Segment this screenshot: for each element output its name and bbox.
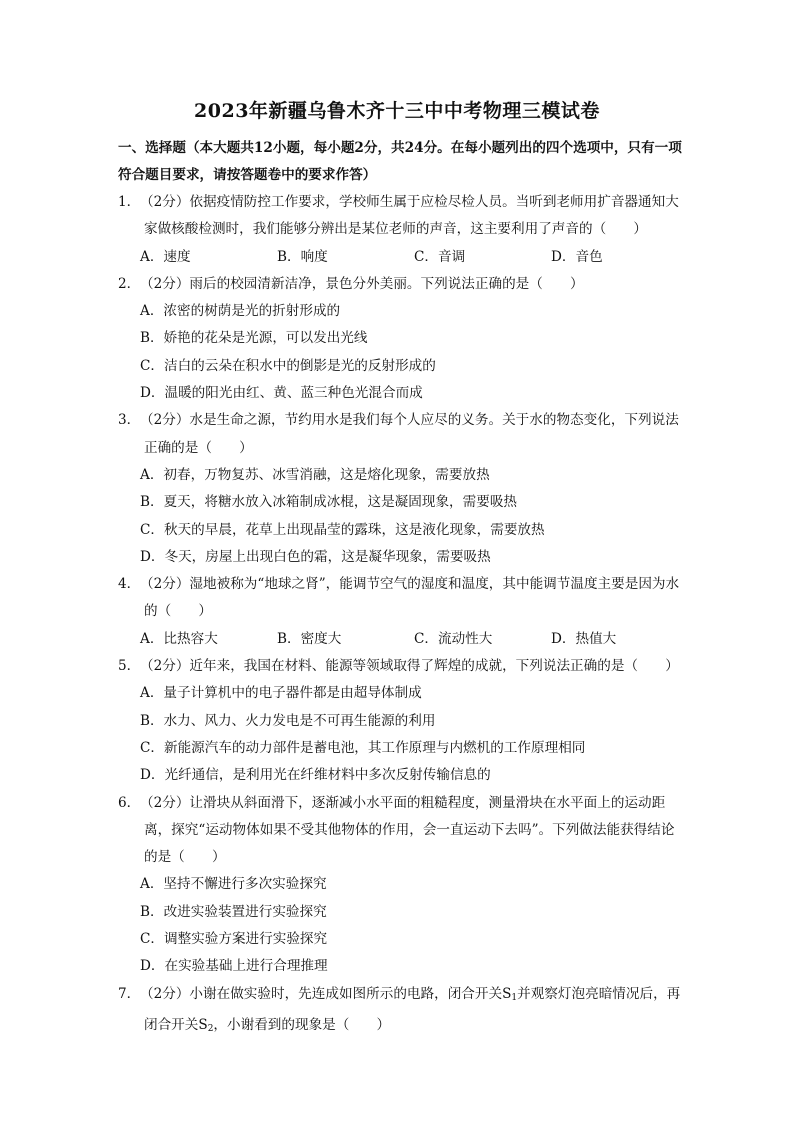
- question-3-text: （2分）水是生命之源，节约用水是我们每个人应尽的义务。关于水的物态变化，下列说法正确的是（ ）: [140, 412, 679, 456]
- question-6-stem: [118, 790, 688, 872]
- question-list: [118, 189, 688, 1043]
- question-1: [118, 189, 688, 271]
- option-d[interactable]: D．在实验基础上进行合理推理: [140, 958, 328, 975]
- question-7-text-a: （2分）小谢在做实验时，先连成如图所示的电路，闭合开关S: [140, 985, 512, 1002]
- option-c[interactable]: C．新能源汽车的动力部件是蓄电池，其工作原理与内燃机的工作原理相同: [140, 739, 586, 756]
- question-7-stem: [118, 981, 688, 1044]
- question-number: 3．: [118, 412, 141, 429]
- question-number: 5．: [118, 658, 141, 675]
- option-d[interactable]: D．温暖的阳光由红、黄、蓝三种色光混合而成: [140, 385, 423, 402]
- question-7: [118, 981, 688, 1044]
- option-b[interactable]: B．密度大: [277, 630, 342, 647]
- option-c[interactable]: C．音调: [414, 248, 466, 265]
- exam-title: 2023年新疆乌鲁木齐十三中中考物理三模试卷: [194, 100, 600, 122]
- option-d[interactable]: D．冬天，房屋上出现白色的霜，这是凝华现象，需要吸热: [140, 548, 491, 565]
- option-c[interactable]: C．洁白的云朵在积水中的倒影是光的反射形成的: [140, 357, 436, 374]
- question-4-options: [118, 626, 688, 653]
- question-3: [118, 407, 688, 571]
- option-a[interactable]: A．坚持不懈进行多次实验探究: [140, 876, 327, 893]
- option-d[interactable]: D．光纤通信，是利用光在纤维材料中多次反射传输信息的: [140, 767, 491, 784]
- option-a[interactable]: A．速度: [140, 248, 191, 265]
- option-c[interactable]: C．调整实验方案进行实验探究: [140, 931, 328, 948]
- subscript: 1: [511, 992, 518, 1003]
- question-2-text: （2分）雨后的校园清新洁净，景色分外美丽。下列说法正确的是（ ）: [140, 275, 584, 292]
- question-5: [118, 653, 688, 789]
- question-4-stem: [118, 571, 688, 626]
- question-number: 2．: [118, 275, 141, 292]
- question-5-stem: [118, 653, 688, 680]
- question-7-text-b: 并观察灯泡亮暗情况后，再闭合开关S: [144, 985, 681, 1033]
- option-c[interactable]: C．流动性大: [414, 630, 493, 647]
- question-1-stem: [118, 189, 688, 244]
- question-number: 6．: [118, 794, 141, 811]
- question-1-text: （2分）依据疫情防控工作要求，学校师生属于应检尽检人员。当听到老师用扩音器通知大家做核酸检测时，我们能够分辨出是某位老师的声音，这主要利用了声音的（ ）: [140, 194, 679, 238]
- question-2-stem: [118, 271, 688, 298]
- section-heading: 一、选择题（本大题共12小题，每小题2分，共24分。在每小题列出的四个选项中，只有一项符合题目要求，请按答题卷中的要求作答）: [118, 140, 682, 183]
- question-4-text: （2分）湿地被称为“地球之肾”，能调节空气的湿度和温度，其中能调节温度主要是因为水的（ ）: [140, 576, 680, 620]
- option-a[interactable]: A．量子计算机中的电子器件都是由超导体制成: [140, 685, 422, 702]
- question-number: 7．: [118, 985, 141, 1002]
- option-a[interactable]: A．比热容大: [140, 630, 218, 647]
- option-b[interactable]: B．改进实验装置进行实验探究: [140, 903, 327, 920]
- option-d[interactable]: D．热值大: [551, 630, 617, 647]
- question-1-options: [118, 244, 688, 271]
- question-3-stem: [118, 407, 688, 462]
- option-a[interactable]: A．浓密的树荫是光的折射形成的: [140, 303, 341, 320]
- question-6: [118, 790, 688, 981]
- question-5-text: （2分）近年来，我国在材料、能源等领域取得了辉煌的成就，下列说法正确的是（ ）: [140, 658, 679, 675]
- question-6-text: （2分）让滑块从斜面滑下，逐渐减小水平面的粗糙程度，测量滑块在水平面上的运动距离，探究“运动物体如果不受其他物体的作用，会一直运动下去吗”。下列做法能获得结论的是（ ）: [140, 794, 675, 866]
- option-c[interactable]: C．秋天的早晨，花草上出现晶莹的露珠，这是液化现象，需要放热: [140, 521, 545, 538]
- option-b[interactable]: B．娇艳的花朵是光源，可以发出光线: [140, 330, 368, 347]
- option-a[interactable]: A．初春，万物复苏、冰雪消融，这是熔化现象，需要放热: [140, 466, 490, 483]
- subscript: 2: [207, 1023, 214, 1034]
- question-7-text-c: ，小谢看到的现象是（ ）: [213, 1016, 391, 1033]
- option-d[interactable]: D．音色: [551, 248, 603, 265]
- option-b[interactable]: B．夏天，将糖水放入冰箱制成冰棍，这是凝固现象，需要吸热: [140, 494, 518, 511]
- question-4: [118, 571, 688, 653]
- option-b[interactable]: B．响度: [277, 248, 328, 265]
- question-number: 1．: [118, 194, 141, 210]
- option-b[interactable]: B．水力、风力、火力发电是不可再生能源的利用: [140, 712, 436, 729]
- question-number: 4．: [118, 576, 141, 593]
- question-2: [118, 271, 688, 407]
